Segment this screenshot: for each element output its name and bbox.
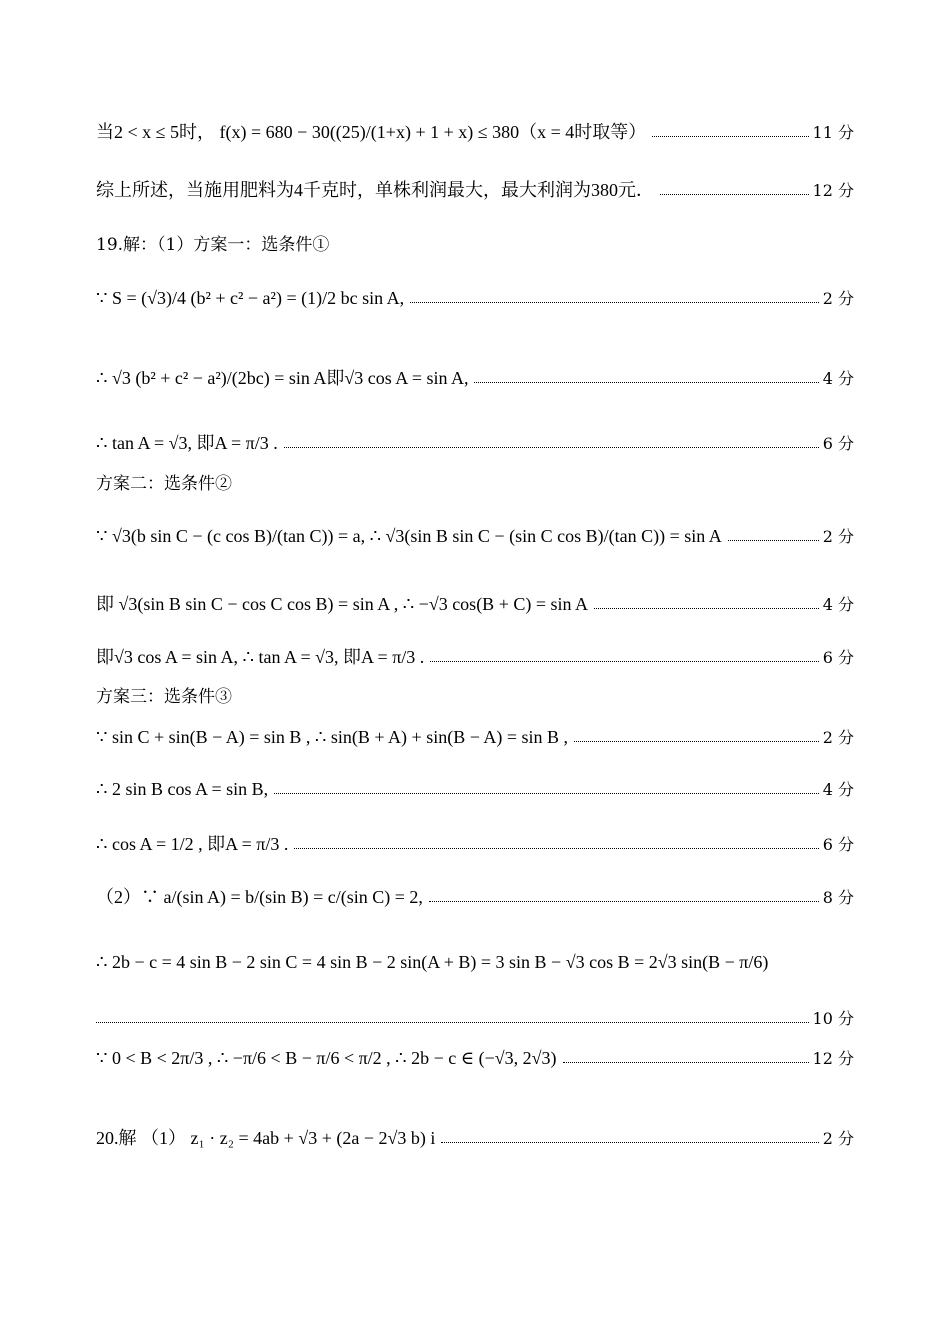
score-label: 10 分 xyxy=(812,1009,854,1028)
solution-line-13 xyxy=(96,779,854,801)
solution-line-9 xyxy=(96,594,854,616)
score-label: 6 分 xyxy=(822,835,854,855)
dot-leader xyxy=(96,1022,809,1023)
math-expression: （2）∵ a/(sin A) = b/(sin B) = c/(sin C) = 2, xyxy=(96,887,423,907)
solution-line-10 xyxy=(96,647,854,669)
dot-leader xyxy=(728,540,819,541)
math-expression: ∴ √3 (b² + c² − a²)/(2bc) = sin A即√3 cos A = sin A, xyxy=(96,368,469,388)
score-label: 6 分 xyxy=(822,648,854,668)
solution-line-18 xyxy=(96,1048,854,1070)
math-expression: ∵ 0 < B < 2π/3 , ∴ −π/6 < B − π/6 < π/2 , ∴ 2b − c ∈ (−√3, 2√3) xyxy=(96,1048,557,1068)
solution-line-5 xyxy=(96,368,854,390)
score-label: 12 分 xyxy=(812,1049,854,1069)
math-expression: ∵ √3(b sin C − (c cos B)/(tan C)) = a, ∴ √3(sin B sin C − (sin C cos B)/(tan C)) = sin A xyxy=(96,526,722,546)
dot-leader xyxy=(652,136,808,137)
math-expression: ∴ tan A = √3, 即A = π/3 . xyxy=(96,433,278,453)
math-expression: 综上所述，当施用肥料为4千克时，单株利润最大，最大利润为380元． xyxy=(96,180,654,200)
problem-20-line xyxy=(96,1128,854,1150)
score-label: 2 分 xyxy=(822,289,854,309)
dot-leader xyxy=(660,194,809,195)
score-label: 8 分 xyxy=(822,888,854,908)
dot-leader xyxy=(294,848,818,849)
dot-leader xyxy=(429,901,819,902)
score-label: 2 分 xyxy=(822,527,854,547)
option-2-heading xyxy=(96,474,854,494)
solution-line-2 xyxy=(96,180,854,202)
solution-line-17 xyxy=(96,1009,854,1028)
math-expression: ∴ cos A = 1/2 , 即A = π/3 . xyxy=(96,834,289,854)
solution-line-12 xyxy=(96,727,854,749)
dot-leader xyxy=(410,302,819,303)
problem-19-heading xyxy=(96,235,854,255)
dot-leader xyxy=(284,447,819,448)
math-expression: 当2 < x ≤ 5时， f(x) = 680 − 30((25)/(1+x) + 1 + x) ≤ 380（x = 4时取等） xyxy=(96,122,647,142)
solution-line-15 xyxy=(96,887,854,909)
math-expression: 即√3 cos A = sin A, ∴ tan A = √3, 即A = π/3 . xyxy=(96,647,425,667)
dot-leader xyxy=(441,1142,818,1143)
math-expression: ∵ S = (√3)/4 (b² + c² − a²) = (1)/2 bc sin A, xyxy=(96,288,405,308)
dot-leader xyxy=(274,793,819,794)
solution-line-16 xyxy=(96,952,854,974)
solution-line-1 xyxy=(96,122,854,144)
dot-leader xyxy=(563,1062,809,1063)
solution-line-4 xyxy=(96,288,854,310)
dot-leader xyxy=(474,382,818,383)
dot-leader xyxy=(430,661,818,662)
heading-text: 方案三：选条件③ xyxy=(96,687,232,707)
math-expression: 20.解 （1） z₁ · z₂ = 4ab + √3 + (2a − 2√3 b) i xyxy=(96,1128,436,1148)
math-expression: 即 √3(sin B sin C − cos C cos B) = sin A , ∴ −√3 cos(B + C) = sin A xyxy=(96,594,589,614)
heading-text: 19.解：（1）方案一：选条件① xyxy=(96,235,330,255)
score-label: 2 分 xyxy=(822,728,854,748)
score-label: 11 分 xyxy=(812,123,854,143)
heading-text: 方案二：选条件② xyxy=(96,474,232,494)
score-label: 4 分 xyxy=(822,369,854,389)
score-label: 2 分 xyxy=(822,1129,854,1149)
math-expression: ∵ sin C + sin(B − A) = sin B , ∴ sin(B + A) + sin(B − A) = sin B , xyxy=(96,727,569,747)
solution-line-14 xyxy=(96,834,854,856)
math-expression: ∴ 2b − c = 4 sin B − 2 sin C = 4 sin B − 2 sin(A + B) = 3 sin B − √3 cos B = 2√3 sin(B − π/6) xyxy=(96,952,769,972)
score-label: 6 分 xyxy=(822,434,854,454)
solution-line-8 xyxy=(96,526,854,548)
dot-leader xyxy=(574,741,819,742)
score-label: 4 分 xyxy=(822,595,854,615)
score-label: 4 分 xyxy=(822,780,854,800)
solution-line-6 xyxy=(96,433,854,455)
option-3-heading xyxy=(96,687,854,707)
math-expression: ∴ 2 sin B cos A = sin B, xyxy=(96,779,269,799)
score-label: 12 分 xyxy=(812,181,854,201)
dot-leader xyxy=(594,608,819,609)
